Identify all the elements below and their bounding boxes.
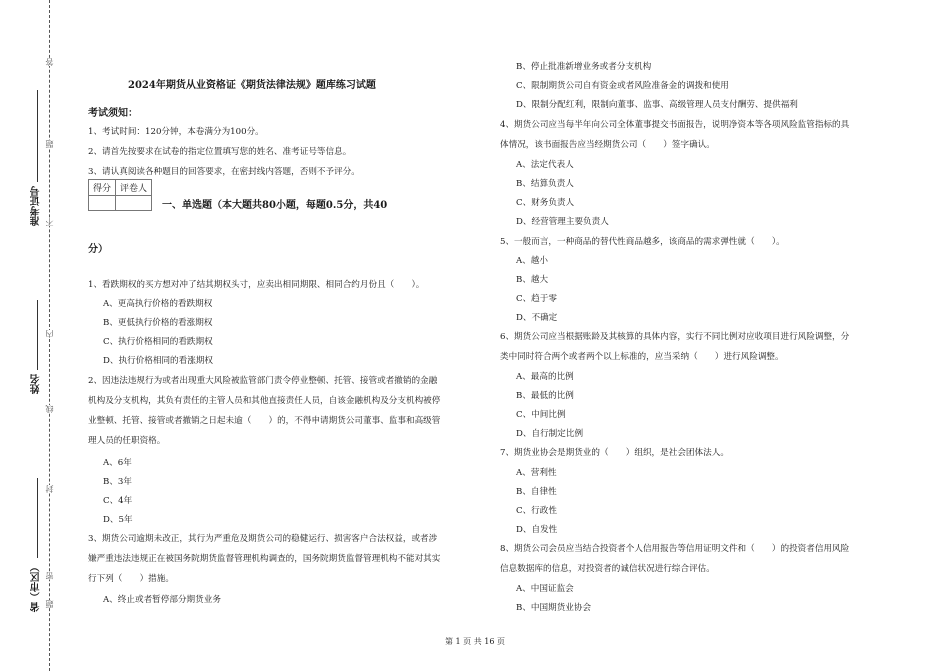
seal-char: 答 [45,58,54,66]
binding-margin [0,0,60,671]
seal-char: 封 [45,485,54,493]
option: C、限制期货公司自有资金或者风险准备金的调拨和使用 [516,81,729,91]
option: A、终止或者暂停部分期货业务 [103,595,221,605]
question-text: 业整顿、托管、接管或者撤销之日起未逾（ ）的，不得申请期货公司董事、监事和高级管 [88,416,441,426]
notice-title: 考试须知： [88,108,138,119]
option: C、行政性 [516,506,557,516]
page-number: 第 1 页 共 16 页 [445,637,505,646]
page-title: 2024年期货从业资格证《期货法律法规》题库练习试题 [128,80,376,91]
question-text: 类中同时符合两个或者两个以上标准的，应当采纳（ ）进行风险调整。 [500,352,784,362]
question-text: 嫌严重违法违规正在被国务院期货监督管理机构调查的，国务院期货监督管理机构不能对其实 [88,554,441,564]
province-blank[interactable] [37,478,38,558]
option: A、最高的比例 [516,372,574,382]
option: B、更低执行价格的看涨期权 [103,318,213,328]
option: C、4年 [103,496,133,506]
option: D、执行价格相同的看涨期权 [103,356,214,366]
section-title-cont: 分） [88,244,108,255]
option: B、结算负责人 [516,179,574,189]
name-blank[interactable] [37,300,38,370]
option: A、更高执行价格的看跌期权 [103,299,213,309]
question-text: 7、期货业协会是期货业的（ ）组织，是社会团体法人。 [500,448,729,458]
question-text: 信息数据库的信息，对投资者的诚信状况进行综合评估。 [500,564,715,574]
seal-char: 不 [45,218,54,226]
grader-cell[interactable] [116,196,152,211]
seal-char: 题 [45,600,54,608]
question-text: 1、看跌期权的买方想对冲了结其期权头寸，应卖出相同期限、相同合约月份且（ ）。 [88,280,425,290]
question-text: 4、期货公司应当每半年向公司全体董事提交书面报告，说明净资本等各项风险监管指标的具 [500,120,850,130]
score-header: 得分 [89,180,116,196]
option: A、法定代表人 [516,160,574,170]
option: C、财务负责人 [516,198,575,208]
score-cell[interactable] [89,196,116,211]
option: D、限制分配红利，限制向董事、监事、高级管理人员支付酬劳、提供福利 [516,100,798,110]
grader-header: 评卷人 [116,180,152,196]
option: B、越大 [516,275,549,285]
question-text: 体情况，该书面报告应当经期货公司（ ）签字确认。 [500,140,715,150]
notice-item: 3、请认真阅读各种题目的回答要求，在密封线内答题，否则不予评分。 [88,167,360,177]
option: B、中国期货业协会 [516,603,592,613]
question-text: 6、期货公司应当根据账龄及其核算的具体内容，实行不同比例对应收项目进行风险调整，分 [500,332,850,342]
option: B、最低的比例 [516,391,574,401]
exam-number-label: 准考证号 [31,186,42,226]
option: C、执行价格相同的看跌期权 [103,337,213,347]
question-text: 2、因违法违规行为或者出现重大风险被监管部门责令停业整顿、托管、接管或者撤销的金融 [88,376,438,386]
score-table [88,179,152,211]
notice-item: 2、请首先按要求在试卷的指定位置填写您的姓名、准考证号等信息。 [88,147,352,157]
question-text: 机构及分支机构，其负有责任的主管人员和其他直接责任人员，自该金融机构及分支机构被停 [88,396,441,406]
option: A、6年 [103,458,132,468]
option: D、自行制定比例 [516,429,584,439]
question-text: 3、期货公司逾期未改正，其行为严重危及期货公司的稳健运行、损害客户合法权益，或者涉 [88,534,438,544]
option: C、中间比例 [516,410,566,420]
option: A、越小 [516,256,548,266]
question-text: 理人员的任职资格。 [88,436,166,446]
province-label: 省（市区） [31,562,42,612]
seal-char: 内 [45,330,54,338]
option: C、趋于零 [516,294,557,304]
notice-item: 1、考试时间：120分钟，本卷满分为100分。 [88,127,264,137]
option: A、营利性 [516,468,557,478]
option: B、停止批准新增业务或者分支机构 [516,62,652,72]
option: A、中国证监会 [516,584,574,594]
name-label: 姓名 [31,374,42,394]
exam-number-blank[interactable] [37,90,38,182]
seal-char: 线 [45,405,54,413]
question-text: 8、期货公司会员应当结合投资者个人信用报告等信用证明文件和（ ）的投资者信用风险 [500,544,850,554]
option: B、自律性 [516,487,557,497]
option: D、不确定 [516,313,558,323]
option: D、自发性 [516,525,558,535]
question-text: 5、一般而言，一种商品的替代性商品越多，该商品的需求弹性就（ ）。 [500,237,785,247]
option: D、经营管理主要负责人 [516,217,609,227]
seal-char: 密 [45,572,54,580]
section-title: 一、单选题（本大题共80小题，每题0.5分，共40 [162,200,388,211]
question-text: 行下列（ ）措施。 [88,574,174,584]
option: D、5年 [103,515,133,525]
seal-char: 题 [45,140,54,148]
option: B、3年 [103,477,132,487]
